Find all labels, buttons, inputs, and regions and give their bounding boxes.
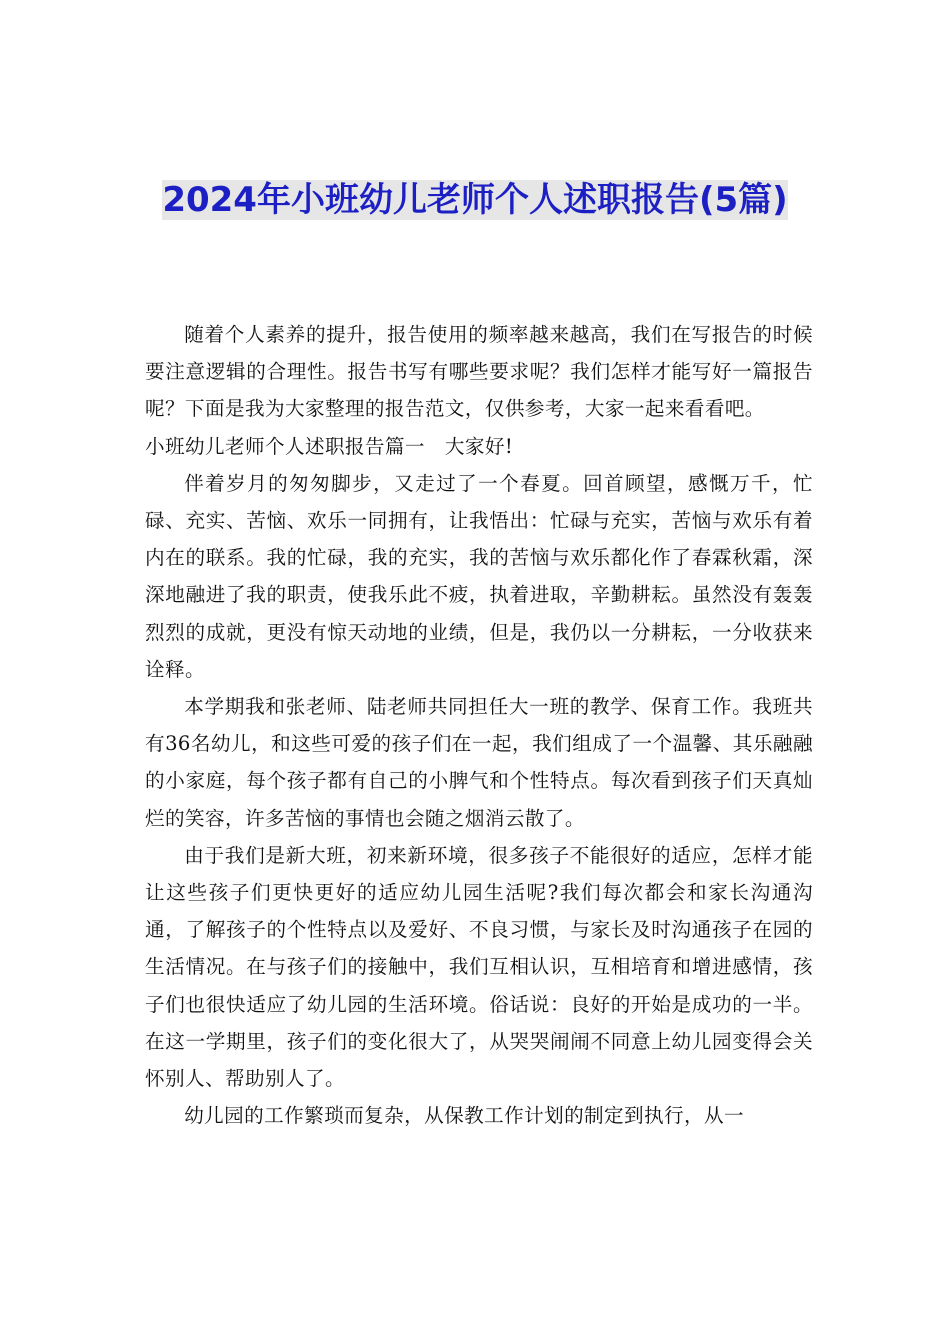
- body-paragraph: 由于我们是新大班，初来新环境，很多孩子不能很好的适应，怎样才能让这些孩子们更快更好的适应幼儿园生活呢?我们每次都会和家长沟通沟通，了解孩子的个性特点以及爱好、不良习惯，与家长及时沟通孩子在园的生活情况。在与孩子们的接触中，我们互相认识，互相培育和增进感情，孩子们也很快适应了幼儿园的生活环境。俗话说：良好的开始是成功的一半。在这一学期里，孩子们的变化很大了，从哭哭闹闹不同意上幼儿园变得会关怀别人、帮助别人了。: [145, 843, 813, 1091]
- section-heading: 小班幼儿老师个人述职报告篇一 大家好!: [145, 434, 514, 458]
- body-paragraph: 幼儿园的工作繁琐而复杂，从保教工作计划的制定到执行，从一: [184, 1104, 745, 1128]
- document-body: [145, 316, 813, 1134]
- document-title: [140, 172, 810, 229]
- body-paragraph: 本学期我和张老师、陆老师共同担任大一班的教学、保育工作。我班共有36名幼儿，和这些可爱的孩子们在一起，我们组成了一个温馨、其乐融融的小家庭，每个孩子都有自己的小脾气和个性特点。每次看到孩子们天真灿烂的笑容，许多苦恼的事情也会随之烟消云散了。: [145, 695, 813, 830]
- intro-paragraph: 随着个人素养的提升，报告使用的频率越来越高，我们在写报告的时候要注意逻辑的合理性。报告书写有哪些要求呢？我们怎样才能写好一篇报告呢？下面是我为大家整理的报告范文，仅供参考，大家一起来看看吧。: [145, 323, 813, 421]
- body-paragraph: 伴着岁月的匆匆脚步，又走过了一个春夏。回首顾望，感慨万千，忙碌、充实、苦恼、欢乐一同拥有，让我悟出：忙碌与充实，苦恼与欢乐有着内在的联系。我的忙碌，我的充实，我的苦恼与欢乐都化作了春霖秋霜，深深地融进了我的职责，使我乐此不疲，执着进取，辛勤耕耘。虽然没有轰轰烈烈的成就，更没有惊天动地的业绩，但是，我仍以一分耕耘，一分收获来诠释。: [145, 471, 813, 681]
- document-title-text: 2024年小班幼儿老师个人述职报告(5篇): [162, 180, 788, 220]
